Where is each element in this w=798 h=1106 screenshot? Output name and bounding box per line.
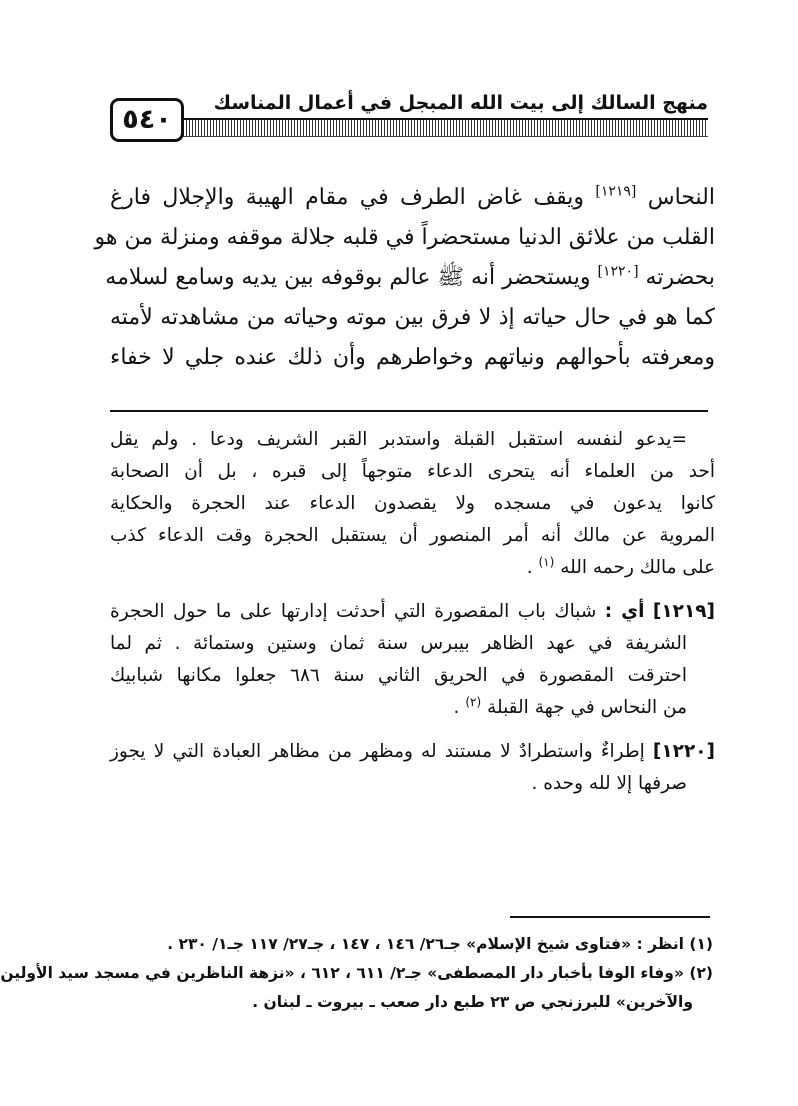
notes-separator-line [110, 410, 708, 412]
note-line-end: . [453, 697, 460, 718]
page-number: ٥٤٠ [110, 98, 184, 142]
note-1219 [110, 596, 715, 724]
footnote-ref-1: (١) [538, 554, 555, 569]
main-line-1 [110, 178, 715, 218]
note-line-text: من النحاس في جهة القبلة [487, 697, 687, 718]
note-line: كانوا يدعون في مسجده ولا يقصدون الدعاء عند الحجرة والحكاية [110, 493, 715, 514]
note-line [110, 736, 715, 768]
note-line-text: إطراءٌ واستطرادٌ لا مستند له ومظهر من مظاهر العبادة التي لا يجوز [110, 741, 645, 762]
note-line-end: . [526, 557, 533, 578]
main-line-3-rest: ويستحضر أنه ﷺ عالم بوقوفه بين يديه وسامع لسلامه [105, 265, 591, 290]
note-continuation [110, 424, 715, 584]
note-line-text: شباك باب المقصورة التي أحدثت إدارتها على ما حول الحجرة [110, 601, 597, 622]
header-decorative-band [180, 118, 708, 137]
footnote-1: (١) انظر : «فتاوى شيخ الإسلام» جـ٢٦/ ١٤٦ ، ١٤٧ ، جـ٢٧/ ١١٧ جـ١/ ٢٣٠ . [167, 935, 713, 953]
note-line: احترقت المقصورة في الحريق الثاني سنة ٦٨٦ جعلوا مكانها شبابيك [110, 665, 687, 686]
note-ref-1219: [١٢١٩] [595, 183, 637, 200]
note-1220 [110, 736, 715, 800]
main-line-1-start: النحاس [647, 185, 715, 210]
main-line-2: القلب من علائق الدنيا مستحضراً في قلبه جلالة موقفه ومنزلة من هو [94, 225, 715, 250]
note-line: =يدعو لنفسه استقبل القبلة واستدبر القبر الشريف ودعا . ولم يقل [110, 429, 687, 450]
book-title: منهج السالك إلى بيت الله المبجل في أعمال المناسك [213, 92, 708, 114]
running-header [110, 88, 708, 154]
note-line: أحد من العلماء أنه يتحرى الدعاء متوجهاً إلى قبره ، بل أن الصحابة [110, 461, 715, 482]
main-text [94, 178, 715, 378]
note-line: صرفها إلا لله وحده . [531, 773, 687, 794]
note-number: [١٢٢٠] [652, 741, 715, 762]
footnotes [0, 930, 713, 1017]
main-line-5: ومعرفته بأحوالهم ونياتهم وخواطرهم وأن ذلك عنده جلي لا خفاء [110, 345, 715, 370]
note-line [110, 692, 715, 724]
note-line-text: على مالك رحمه الله [560, 557, 715, 578]
note-line: المروية عن مالك أنه أمر المنصور أن يستقبل الحجرة وقت الدعاء كذب [110, 525, 715, 546]
note-ref-1220: [١٢٢٠] [597, 263, 639, 280]
main-line-1-rest: ويقف غاض الطرف في مقام الهيبة والإجلال فارغ [110, 185, 584, 210]
main-line-4: كما هو في حال حياته إذ لا فرق بين موته وحياته من مشاهدته لأمته [110, 305, 715, 330]
note-line [110, 552, 715, 584]
main-line-3-start: بحضرته [645, 265, 715, 290]
footnote-ref-2: (٢) [465, 694, 482, 709]
footnote-2-line-2: والآخرين» للبرزنجي ص ٢٣ طبع دار صعب ـ بيروت ـ لبنان . [252, 993, 693, 1011]
main-line-3 [105, 258, 715, 298]
editor-notes [110, 424, 715, 800]
note-line: الشريفة في عهد الظاهر بيبرس سنة ثمان وستين وستمائة . ثم لما [110, 633, 687, 654]
footnote-2-line-1: (٢) «وفاء الوفا بأخبار دار المصطفى» جـ٢/ ٦١١ ، ٦١٢ ، «نزهة الناظرين في مسجد سيد الأولين [0, 964, 713, 982]
note-number: [١٢١٩] [652, 601, 716, 622]
footnotes-separator-line [510, 916, 710, 918]
note-line [110, 596, 715, 628]
note-lead: أي : [604, 601, 645, 622]
